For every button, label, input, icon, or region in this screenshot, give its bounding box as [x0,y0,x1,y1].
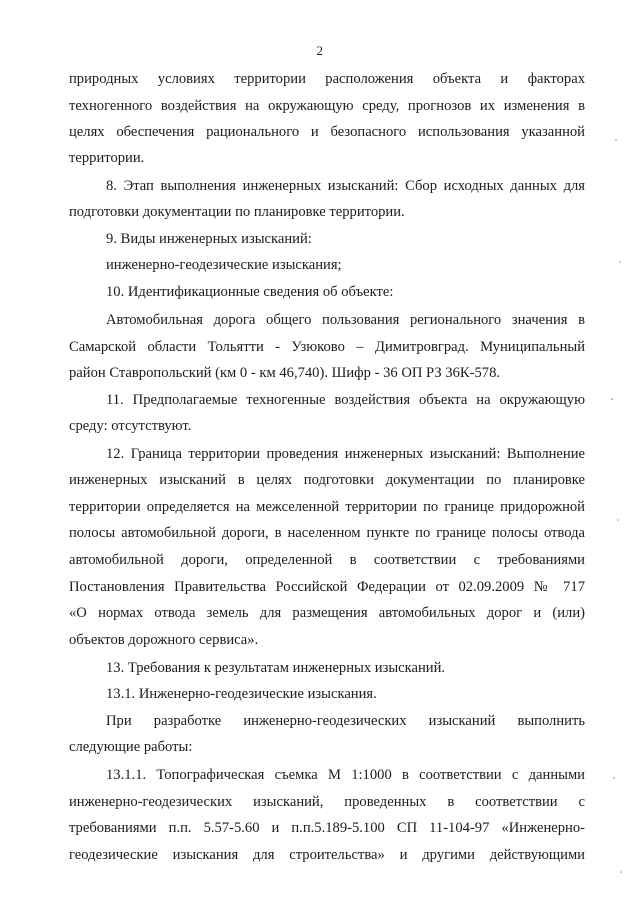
text-line: следующие работы: [69,739,193,755]
text-line: 8. Этап выполнения инженерных изысканий: Сбор исходных данных для [106,178,585,194]
text-line: инженерно-геодезических изысканий, проведенных в соответствии с [69,794,585,810]
text-line: «О нормах отвода земель для размещения автомобильных дорог и (или) [69,605,585,621]
text-line: природных условиях территории расположения объекта и факторах [69,71,585,87]
text-line: Самарской области Тольятти - Узюково – Димитровград. Муниципальный [69,339,585,355]
text-line: 10. Идентификационные сведения об объекте: [106,284,394,300]
text-line: 12. Граница территории проведения инженерных изысканий: Выполнение [106,446,585,462]
text-line: инженерных изысканий в целях подготовки документации по планировке [69,472,585,488]
text-line: При разработке инженерно-геодезических изысканий выполнить [106,713,585,729]
text-line: инженерно-геодезические изыскания; [106,257,342,273]
text-line: Автомобильная дорога общего пользования регионального значения в [106,312,585,328]
text-line: подготовки документации по планировке территории. [69,204,405,220]
text-line: техногенного воздействия на окружающую среду, прогнозов их изменения в [69,98,585,114]
text-line: полосы автомобильной дороги, в населенном пункте по границе полосы отвода [69,525,585,541]
text-line: район Ставропольский (км 0 - км 46,740). Шифр - 36 ОП РЗ 36К-578. [69,365,501,381]
page-number: 2 [316,43,324,58]
text-line: требованиями п.п. 5.57-5.60 и п.п.5.189-5.100 СП 11-104-97 «Инженерно- [69,820,585,836]
text-line: 13.1.1. Топографическая съемка М 1:1000 в соответствии с данными [106,767,585,783]
text-line: Постановления Правительства Российской Федерации от 02.09.2009 № 717 [69,579,585,595]
text-line: автомобильной дороги, определенной в соответствии с требованиями [69,552,585,568]
text-line: 13.1. Инженерно-геодезические изыскания. [106,686,377,702]
text-line: целях обеспечения рационального и безопасного использования указанной [69,124,585,140]
text-line: территории определяется на межселенной территории по границе придорожной [69,499,585,515]
text-line: объектов дорожного сервиса». [69,632,259,648]
text-line: среду: отсутствуют. [69,418,192,434]
text-line: территории. [69,150,145,166]
text-line: геодезические изыскания для строительства» и другими действующими [69,847,585,863]
text-line: 9. Виды инженерных изысканий: [106,231,312,247]
text-line: 11. Предполагаемые техногенные воздействия объекта на окружающую [106,392,585,408]
text-line: 13. Требования к результатам инженерных изысканий. [106,660,446,676]
